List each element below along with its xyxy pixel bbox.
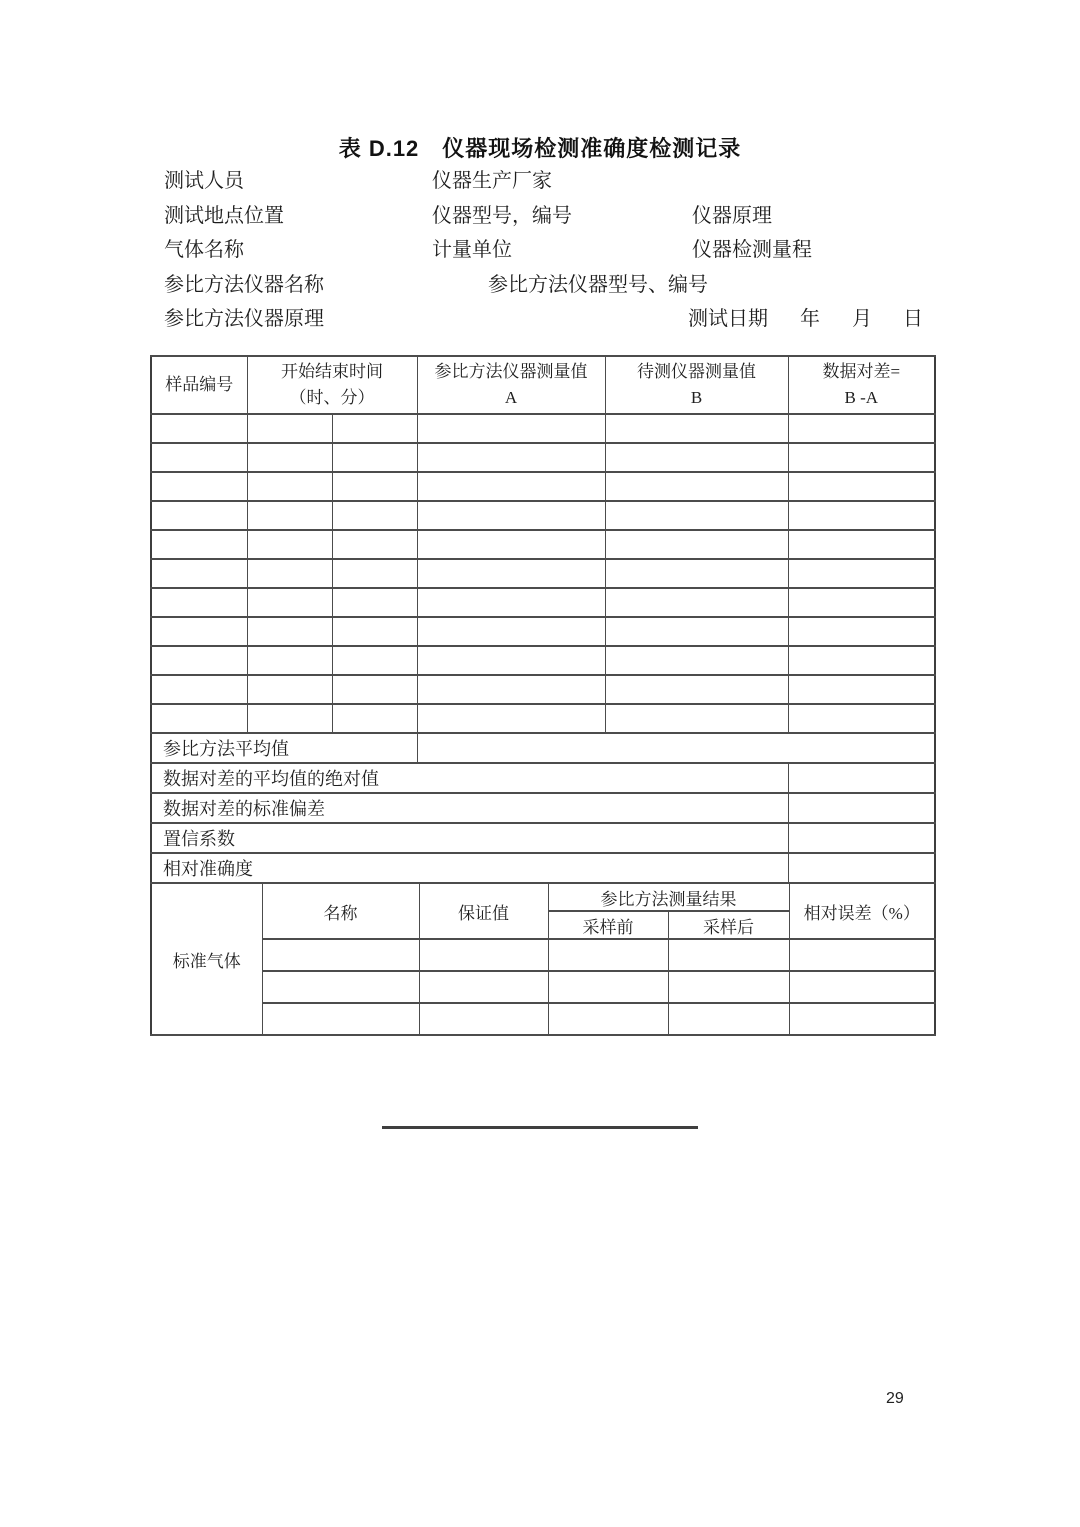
ref-result-header: 参比方法测量结果 bbox=[548, 883, 789, 911]
empty-cell bbox=[151, 472, 247, 501]
empty-cell bbox=[332, 617, 417, 646]
empty-cell bbox=[151, 588, 247, 617]
empty-cell bbox=[788, 675, 935, 704]
test-location-label: 测试地点位置 bbox=[164, 205, 284, 227]
table-empty-row bbox=[151, 530, 935, 559]
empty-cell bbox=[332, 646, 417, 675]
gas-empty-row bbox=[151, 971, 935, 1003]
empty-cell bbox=[417, 559, 605, 588]
empty-cell bbox=[247, 414, 332, 443]
empty-cell bbox=[262, 971, 419, 1003]
empty-cell bbox=[417, 472, 605, 501]
empty-cell bbox=[605, 530, 788, 559]
empty-cell bbox=[788, 472, 935, 501]
col-header-time-line2: （时、分） bbox=[289, 388, 375, 407]
empty-cell bbox=[247, 675, 332, 704]
col-header-diff-line1: 数据对差= bbox=[822, 362, 901, 381]
signature-line bbox=[382, 1126, 698, 1129]
empty-cell bbox=[151, 646, 247, 675]
empty-cell bbox=[247, 501, 332, 530]
table-empty-row bbox=[151, 704, 935, 733]
empty-cell bbox=[668, 1003, 789, 1035]
table-empty-row bbox=[151, 675, 935, 704]
year-label: 年 bbox=[800, 308, 820, 330]
empty-cell bbox=[247, 617, 332, 646]
empty-cell bbox=[332, 559, 417, 588]
summary-row-confidence-coef bbox=[151, 823, 935, 853]
table-empty-row bbox=[151, 443, 935, 472]
empty-cell bbox=[332, 443, 417, 472]
empty-cell bbox=[247, 588, 332, 617]
relative-error-header: 相对误差（%） bbox=[789, 883, 935, 939]
empty-cell bbox=[247, 646, 332, 675]
summary-label: 数据对差的平均值的绝对值 bbox=[151, 763, 788, 793]
empty-cell bbox=[788, 588, 935, 617]
day-label: 日 bbox=[903, 308, 923, 330]
empty-cell bbox=[151, 559, 247, 588]
empty-cell bbox=[419, 939, 548, 971]
guaranteed-value-header: 保证值 bbox=[419, 883, 548, 939]
empty-cell bbox=[419, 1003, 548, 1035]
empty-cell bbox=[417, 733, 935, 763]
empty-cell bbox=[605, 501, 788, 530]
table-empty-row bbox=[151, 646, 935, 675]
gas-name-header: 名称 bbox=[262, 883, 419, 939]
empty-cell bbox=[247, 559, 332, 588]
empty-cell bbox=[151, 617, 247, 646]
empty-cell bbox=[788, 763, 935, 793]
empty-cell bbox=[417, 530, 605, 559]
manufacturer-label: 仪器生产厂家 bbox=[432, 170, 552, 192]
instrument-model-label: 仪器型号，编号 bbox=[432, 205, 572, 227]
table-empty-row bbox=[151, 501, 935, 530]
empty-cell bbox=[332, 704, 417, 733]
page-title: 表 D.12 仪器现场检测准确度检测记录 bbox=[338, 136, 742, 161]
empty-cell bbox=[788, 530, 935, 559]
empty-cell bbox=[247, 472, 332, 501]
month-label: 月 bbox=[852, 308, 872, 330]
col-header-dut-line2: B bbox=[690, 388, 703, 407]
measurement-table bbox=[150, 355, 936, 884]
col-header-time bbox=[247, 356, 417, 414]
col-header-ref-line2: A bbox=[504, 388, 518, 407]
empty-cell bbox=[417, 646, 605, 675]
table-empty-row bbox=[151, 472, 935, 501]
empty-cell bbox=[151, 675, 247, 704]
col-header-sample-no-text: 样品编号 bbox=[165, 375, 234, 394]
empty-cell bbox=[548, 971, 668, 1003]
page-number: 29 bbox=[886, 1390, 904, 1407]
empty-cell bbox=[605, 443, 788, 472]
empty-cell bbox=[417, 443, 605, 472]
empty-cell bbox=[789, 939, 935, 971]
col-header-ref-line1: 参比方法仪器测量值 bbox=[434, 362, 588, 381]
ref-instrument-model-label: 参比方法仪器型号、编号 bbox=[488, 274, 708, 296]
table-empty-row bbox=[151, 588, 935, 617]
summary-row-std-dev bbox=[151, 793, 935, 823]
empty-cell bbox=[151, 414, 247, 443]
before-sampling-header: 采样前 bbox=[548, 911, 668, 939]
empty-cell bbox=[417, 414, 605, 443]
empty-cell bbox=[605, 559, 788, 588]
summary-label: 相对准确度 bbox=[151, 853, 788, 883]
empty-cell bbox=[789, 971, 935, 1003]
empty-cell bbox=[151, 501, 247, 530]
empty-cell bbox=[419, 971, 548, 1003]
empty-cell bbox=[788, 704, 935, 733]
table-empty-row bbox=[151, 559, 935, 588]
col-header-dut-line1: 待测仪器测量值 bbox=[637, 362, 756, 381]
empty-cell bbox=[788, 793, 935, 823]
gas-header-row-1 bbox=[151, 883, 935, 911]
empty-cell bbox=[605, 646, 788, 675]
empty-cell bbox=[417, 501, 605, 530]
summary-row-ref-average bbox=[151, 733, 935, 763]
summary-label: 置信系数 bbox=[151, 823, 788, 853]
empty-cell bbox=[262, 1003, 419, 1035]
empty-cell bbox=[417, 588, 605, 617]
measuring-unit-label: 计量单位 bbox=[432, 239, 512, 261]
empty-cell bbox=[605, 675, 788, 704]
empty-cell bbox=[788, 823, 935, 853]
summary-label: 参比方法平均值 bbox=[151, 733, 417, 763]
empty-cell bbox=[788, 414, 935, 443]
empty-cell bbox=[262, 939, 419, 971]
empty-cell bbox=[247, 704, 332, 733]
empty-cell bbox=[417, 617, 605, 646]
summary-label: 数据对差的标准偏差 bbox=[151, 793, 788, 823]
col-header-sample-no bbox=[151, 356, 247, 414]
empty-cell bbox=[605, 704, 788, 733]
empty-cell bbox=[151, 443, 247, 472]
empty-cell bbox=[332, 588, 417, 617]
empty-cell bbox=[789, 1003, 935, 1035]
empty-cell bbox=[788, 443, 935, 472]
empty-cell bbox=[788, 559, 935, 588]
summary-row-mean-abs-diff bbox=[151, 763, 935, 793]
gas-empty-row bbox=[151, 939, 935, 971]
gas-name-label: 气体名称 bbox=[164, 239, 244, 261]
col-header-diff-line2: B -A bbox=[844, 388, 879, 407]
empty-cell bbox=[332, 414, 417, 443]
empty-cell bbox=[332, 472, 417, 501]
standard-gas-label: 标准气体 bbox=[151, 883, 262, 1035]
empty-cell bbox=[151, 530, 247, 559]
empty-cell bbox=[548, 1003, 668, 1035]
empty-cell bbox=[605, 472, 788, 501]
empty-cell bbox=[247, 443, 332, 472]
ref-instrument-principle-label: 参比方法仪器原理 bbox=[164, 308, 324, 330]
col-header-dut-value bbox=[605, 356, 788, 414]
empty-cell bbox=[417, 675, 605, 704]
gas-empty-row bbox=[151, 1003, 935, 1035]
detection-range-label: 仪器检测量程 bbox=[692, 239, 812, 261]
empty-cell bbox=[788, 617, 935, 646]
empty-cell bbox=[788, 646, 935, 675]
table-empty-row bbox=[151, 617, 935, 646]
table-header-row bbox=[151, 356, 935, 414]
instrument-principle-label: 仪器原理 bbox=[692, 205, 772, 227]
summary-row-relative-accuracy bbox=[151, 853, 935, 883]
empty-cell bbox=[668, 939, 789, 971]
empty-cell bbox=[605, 617, 788, 646]
tables-block bbox=[150, 355, 934, 1036]
ref-instrument-name-label: 参比方法仪器名称 bbox=[164, 274, 324, 296]
after-sampling-header: 采样后 bbox=[668, 911, 789, 939]
empty-cell bbox=[332, 501, 417, 530]
empty-cell bbox=[788, 853, 935, 883]
empty-cell bbox=[788, 501, 935, 530]
empty-cell bbox=[605, 588, 788, 617]
empty-cell bbox=[151, 704, 247, 733]
tester-label: 测试人员 bbox=[164, 170, 244, 192]
test-date-label: 测试日期 bbox=[688, 308, 768, 330]
col-header-ref-value bbox=[417, 356, 605, 414]
col-header-diff bbox=[788, 356, 935, 414]
standard-gas-table bbox=[150, 882, 936, 1036]
empty-cell bbox=[668, 971, 789, 1003]
col-header-time-line1: 开始结束时间 bbox=[281, 362, 383, 381]
empty-cell bbox=[548, 939, 668, 971]
empty-cell bbox=[332, 675, 417, 704]
table-empty-row bbox=[151, 414, 935, 443]
empty-cell bbox=[247, 530, 332, 559]
empty-cell bbox=[605, 414, 788, 443]
empty-cell bbox=[417, 704, 605, 733]
empty-cell bbox=[332, 530, 417, 559]
